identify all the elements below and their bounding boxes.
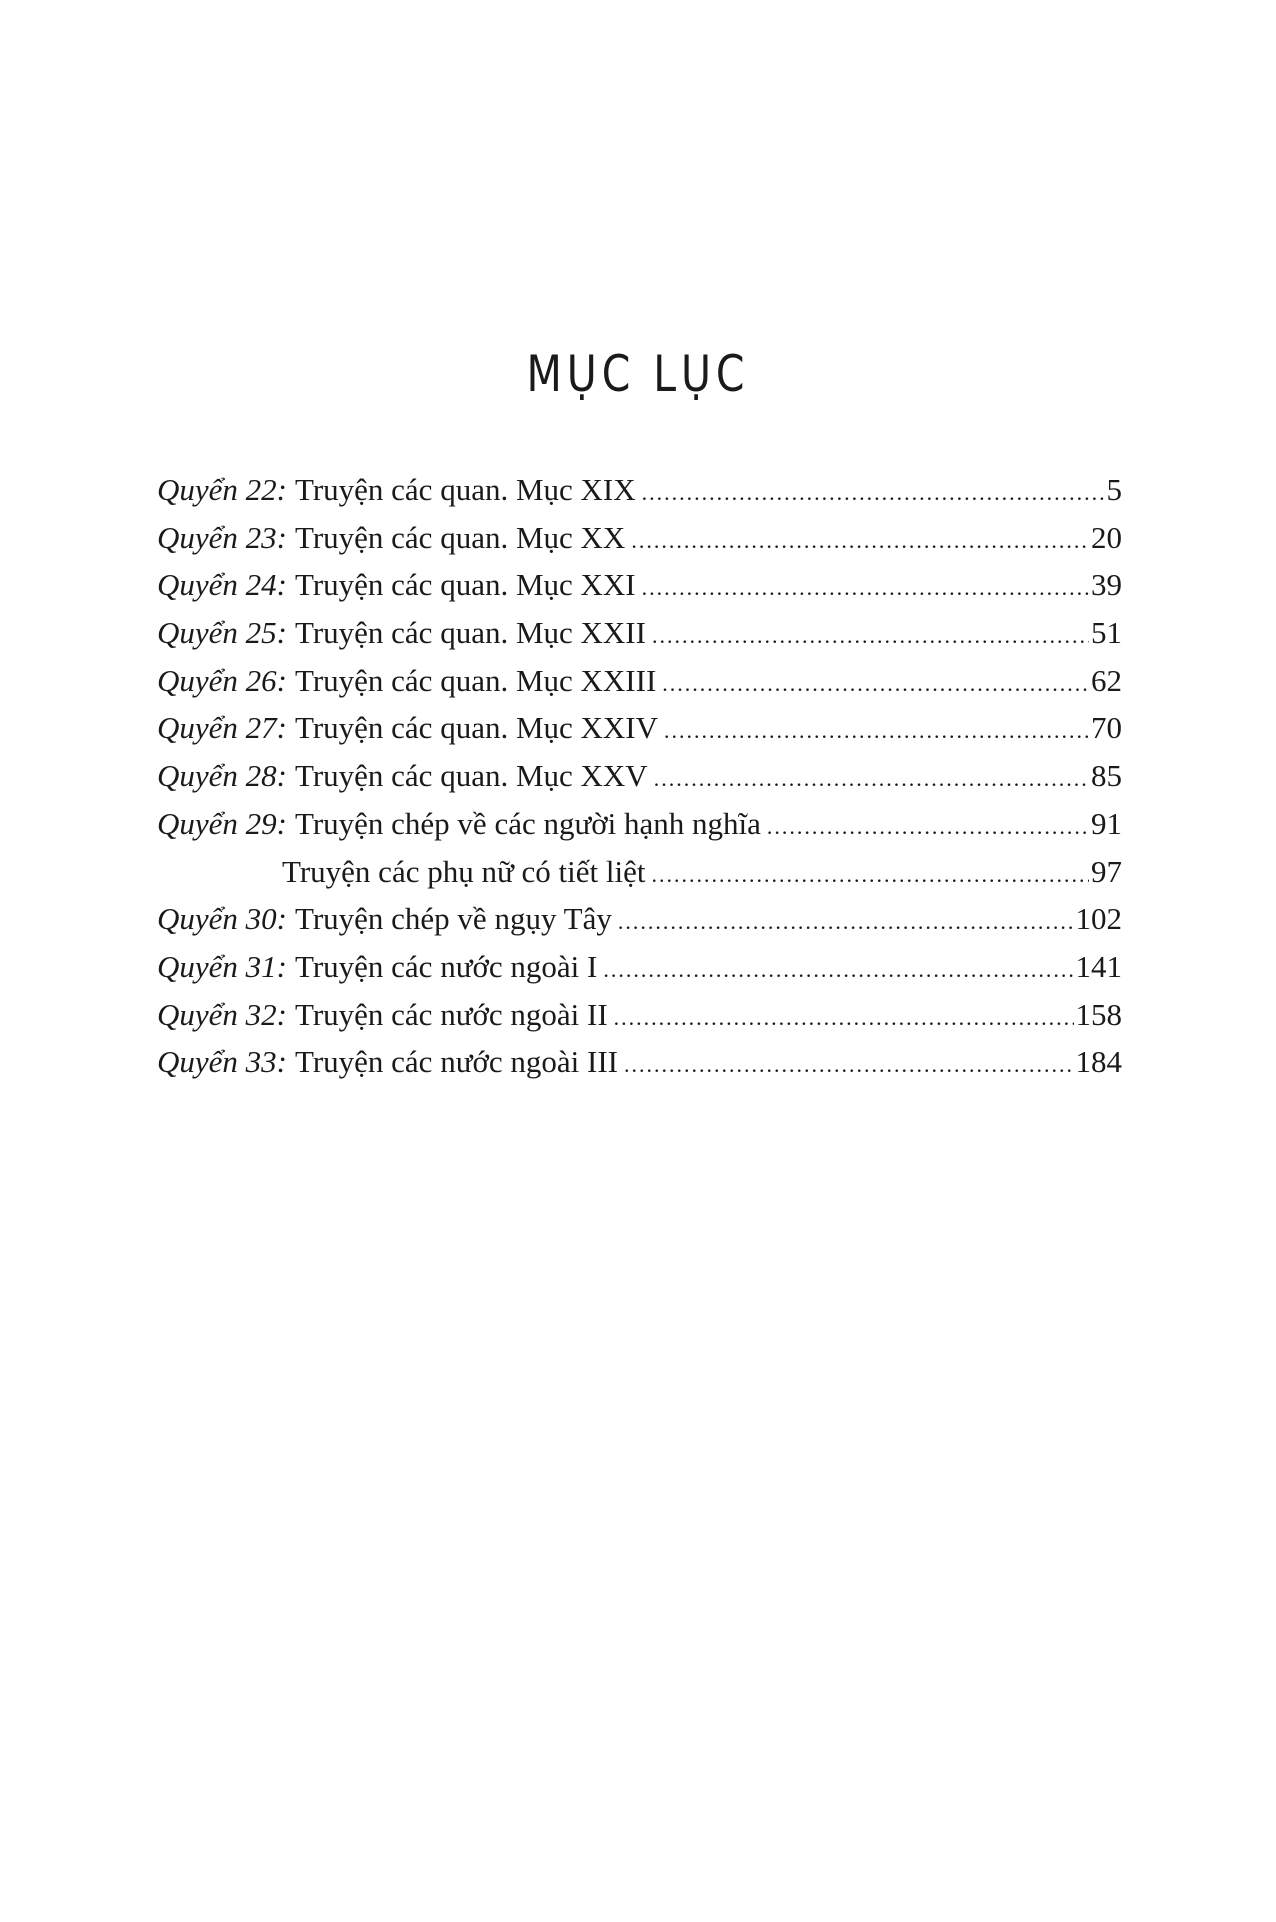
volume-label: Quyển 33: — [157, 1044, 287, 1080]
toc-entry — [157, 663, 1122, 711]
dot-leader — [652, 623, 1089, 649]
toc-entry — [157, 1044, 1122, 1092]
entry-title: Truyện các quan. Mục XXIV — [294, 710, 659, 746]
table-of-contents — [157, 472, 1122, 1092]
dot-leader — [631, 528, 1089, 554]
toc-entry — [157, 567, 1122, 615]
toc-entry — [157, 472, 1122, 520]
page-number: 39 — [1091, 567, 1122, 603]
page-number: 102 — [1075, 901, 1122, 937]
page-number: 184 — [1075, 1044, 1122, 1080]
volume-label: Quyển 29: — [157, 805, 287, 841]
toc-entry — [157, 615, 1122, 663]
volume-label: Quyển 24: — [157, 567, 287, 603]
entry-title: Truyện các quan. Mục XXIII — [294, 662, 657, 698]
entry-title: Truyện các nước ngoài I — [294, 948, 598, 984]
page-number: 97 — [1091, 853, 1122, 889]
dot-leader — [651, 862, 1089, 888]
dot-leader — [642, 575, 1089, 601]
dot-leader — [654, 766, 1089, 792]
volume-label: Quyển 28: — [157, 758, 287, 794]
dot-leader — [662, 671, 1089, 697]
volume-label: Quyển 23: — [157, 519, 287, 555]
toc-entry — [157, 806, 1122, 854]
entry-title: Truyện các quan. Mục XX — [294, 519, 626, 555]
dot-leader — [614, 1005, 1074, 1031]
page-number: 5 — [1106, 472, 1122, 507]
entry-title: Truyện các nước ngoài II — [294, 996, 608, 1032]
page-number: 62 — [1091, 662, 1122, 698]
page-number: 91 — [1091, 805, 1122, 841]
dot-leader — [618, 909, 1074, 935]
volume-label: Quyển 31: — [157, 948, 287, 984]
toc-entry — [157, 901, 1122, 949]
entry-title: Truyện các quan. Mục XXI — [294, 567, 636, 603]
page-number: 141 — [1075, 948, 1122, 984]
entry-title: Truyện các phụ nữ có tiết liệt — [282, 853, 646, 889]
volume-label: Quyển 25: — [157, 615, 287, 651]
entry-title: Truyện các quan. Mục XIX — [294, 472, 636, 507]
page-number: 20 — [1091, 519, 1122, 555]
toc-subentry — [157, 854, 1122, 902]
toc-entry — [157, 949, 1122, 997]
entry-title: Truyện các quan. Mục XXII — [294, 615, 646, 651]
page-number: 158 — [1075, 996, 1122, 1032]
entry-title: Truyện các quan. Mục XXV — [294, 758, 648, 794]
page-number: 85 — [1091, 758, 1122, 794]
volume-label: Quyển 26: — [157, 662, 287, 698]
dot-leader — [767, 814, 1089, 840]
volume-label: Quyển 22: — [157, 472, 287, 507]
entry-title: Truyện chép về ngụy Tây — [294, 901, 612, 937]
page-number: 51 — [1091, 615, 1122, 651]
page-number: 70 — [1091, 710, 1122, 746]
volume-label: Quyển 30: — [157, 901, 287, 937]
toc-entry — [157, 997, 1122, 1045]
entry-title: Truyện chép về các người hạnh nghĩa — [294, 805, 761, 841]
volume-label: Quyển 27: — [157, 710, 287, 746]
volume-label: Quyển 32: — [157, 996, 287, 1032]
toc-entry — [157, 520, 1122, 568]
dot-leader — [603, 957, 1073, 983]
page-title: MỤC LỤC — [526, 345, 750, 403]
toc-entry — [157, 758, 1122, 806]
dot-leader — [664, 718, 1089, 744]
toc-entry — [157, 710, 1122, 758]
dot-leader — [642, 480, 1105, 506]
entry-title: Truyện các nước ngoài III — [294, 1044, 618, 1080]
dot-leader — [624, 1052, 1074, 1078]
